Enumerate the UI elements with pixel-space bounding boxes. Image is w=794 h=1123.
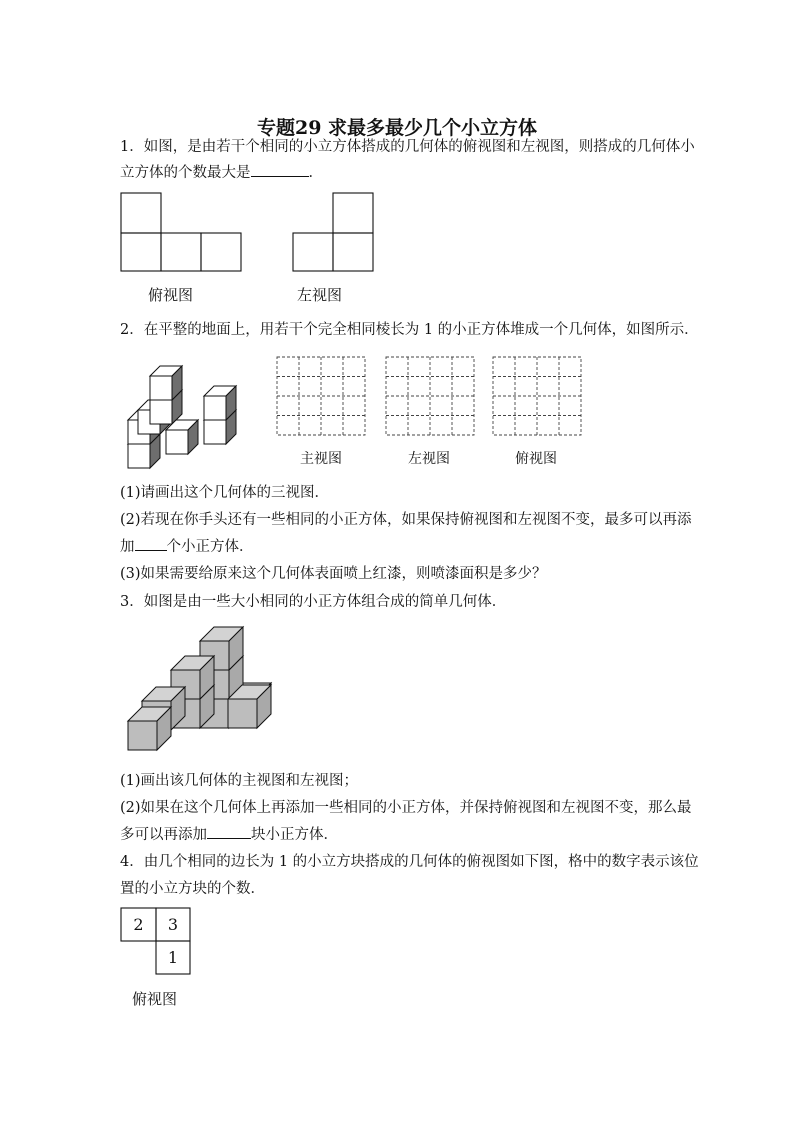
q2-answer-blank [135, 536, 167, 551]
q2-cube-stack [128, 366, 236, 468]
q4-line1: 4．由几个相同的边长为 1 的小立方块搭成的几何体的俯视图如下图，格中的数字表示该位 [120, 854, 699, 870]
q1-top-view-figure [120, 192, 245, 274]
q2-left-view-grid [385, 356, 477, 438]
q2-cube-stack-figure [124, 356, 246, 471]
q2-top-view-grid [492, 356, 584, 438]
q2-top-view-caption: 俯视图 [515, 451, 557, 467]
q2-sub2-end: 个小正方体． [166, 539, 254, 555]
q3-sub1: (1)画出该几何体的主视图和左视图； [120, 773, 359, 789]
q2-front-view-caption: 主视图 [300, 451, 342, 467]
q1-line2 [120, 162, 323, 184]
q3-answer-blank [207, 824, 251, 839]
q3-cube-stack-figure [126, 625, 276, 753]
q2-sub3: (3)如果需要给原来这个几何体表面喷上红漆，则喷漆面积是多少？ [120, 566, 547, 582]
q1-line2-text: 立方体的个数最大是 [120, 165, 251, 181]
q3-sub2-line1: (2)如果在这个几何体上再添加一些相同的小正方体，并保持俯视图和左视图不变，那么最 [120, 800, 692, 816]
q3-line1: 3．如图是由一些大小相同的小正方体组合成的简单几何体． [120, 594, 507, 610]
q2-sub2-line2 [120, 536, 254, 558]
q4-top-view-caption: 俯视图 [132, 990, 178, 1008]
q1-left-view-caption: 左视图 [297, 286, 343, 304]
q3-sub2-line2 [120, 824, 338, 846]
q4-grid-cell: 2 [133, 915, 144, 934]
q2-sub2-text: 加 [120, 539, 135, 555]
q3-sub2-end: 块小正方体． [251, 827, 338, 843]
page-title: 专题29 求最多最少几个小立方体 [256, 117, 538, 139]
q1-left-view-figure [292, 192, 377, 274]
q3-sub2-text: 多可以再添加 [120, 827, 207, 843]
q1-top-view-caption: 俯视图 [148, 286, 194, 304]
q1-answer-blank [251, 162, 309, 177]
q4-top-view-grid [120, 907, 192, 975]
q2-sub1: (1)请画出这个几何体的三视图． [120, 485, 330, 501]
q1-line2-end: ． [308, 165, 323, 181]
q4-grid-cell: 1 [167, 948, 179, 967]
q2-sub2-line1: (2)若现在你手头还有一些相同的小正方体，如果保持俯视图和左视图不变，最多可以再添 [120, 512, 692, 528]
q3-cube-stack [128, 627, 271, 750]
q1-line1: 1．如图，是由若干个相同的小立方体搭成的几何体的俯视图和左视图，则搭成的几何体小 [120, 139, 695, 155]
q4-grid-cell: 3 [167, 915, 179, 934]
q2-front-view-grid [276, 356, 368, 438]
q2-left-view-caption: 左视图 [408, 451, 450, 467]
q4-line2: 置的小立方块的个数． [120, 881, 265, 897]
q2-line1: 2．在平整的地面上，用若干个完全相同棱长为 1 的小正方体堆成一个几何体，如图所示． [120, 322, 699, 338]
